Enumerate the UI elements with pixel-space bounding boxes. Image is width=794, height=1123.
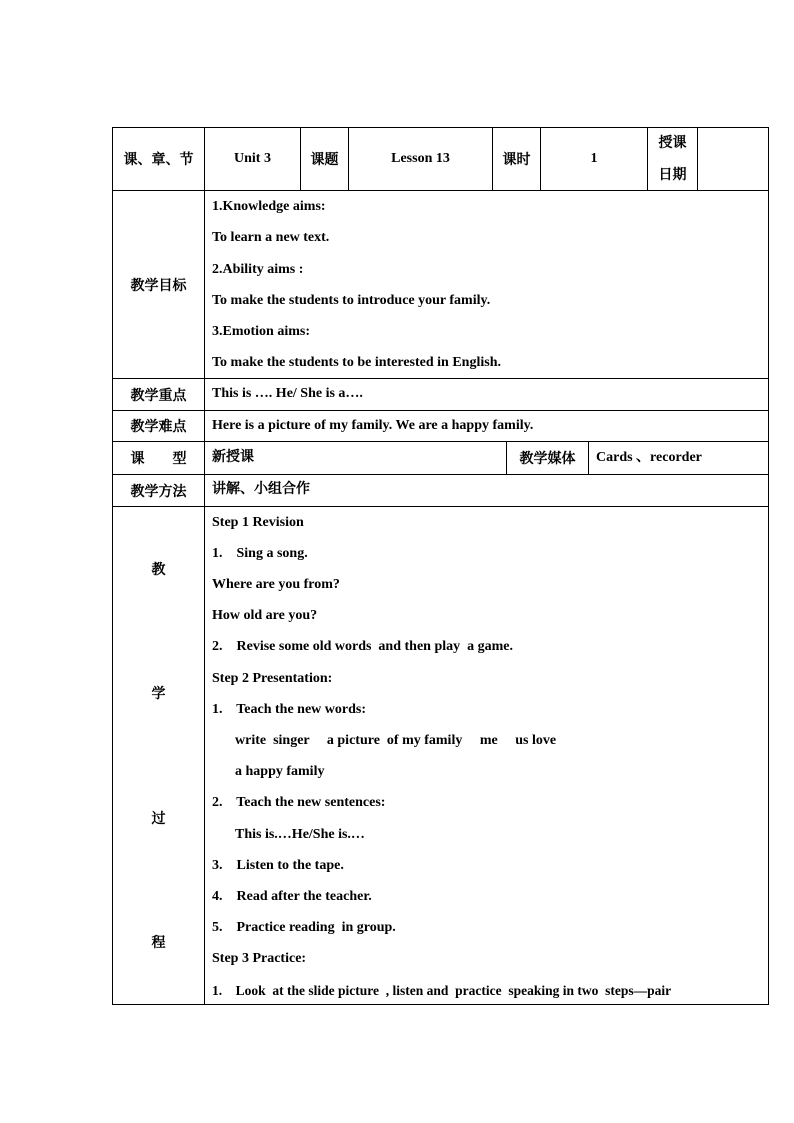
unit-value: Unit 3: [234, 151, 271, 166]
rule: [768, 127, 769, 1005]
process-line: 4. Read after the teacher.: [212, 889, 372, 904]
media-label: 教学媒体: [519, 452, 576, 467]
objective-line: To learn a new text.: [212, 230, 330, 245]
process-line: 1. Look at the slide picture , listen and practice speaking in two steps—pair: [212, 983, 672, 998]
media-value: Cards 、recorder: [596, 450, 702, 465]
rule: [588, 441, 589, 474]
rule: [112, 190, 769, 191]
chapter-label: 课、章、节: [123, 153, 194, 168]
process-line: a happy family: [235, 764, 325, 779]
process-line: 5. Practice reading in group.: [212, 920, 396, 935]
process-line: 2. Teach the new sentences:: [212, 795, 386, 810]
rule: [112, 378, 769, 379]
date-label-line2: 日期: [658, 168, 687, 183]
process-line: 1. Sing a song.: [212, 546, 308, 561]
lesson-value: Lesson 13: [391, 151, 450, 166]
objective-line: 1.Knowledge aims:: [212, 199, 326, 214]
period-label: 课时: [502, 153, 531, 168]
date-label-line1: 授课: [658, 136, 687, 151]
methods-value: 讲解、小组合作: [212, 482, 310, 497]
process-label-char: 程: [151, 936, 166, 951]
objectives-label: 教学目标: [130, 278, 187, 294]
process-line: Where are you from?: [212, 577, 340, 592]
process-line: 3. Listen to the tape.: [212, 858, 344, 873]
process-label-char: 教: [151, 563, 166, 578]
process-line: This is.…He/She is.…: [235, 827, 365, 842]
lesson-type-value: 新授课: [212, 450, 254, 465]
rule: [112, 1004, 769, 1005]
process-line: write singer a picture of my family me us love: [235, 733, 557, 748]
process-line: 2. Revise some old words and then play a game.: [212, 639, 514, 654]
process-label-char: 过: [151, 812, 166, 827]
objective-line: To make the students to introduce your family.: [212, 293, 491, 308]
rule: [112, 410, 769, 411]
difficulties-value: Here is a picture of my family. We are a happy family.: [212, 418, 534, 433]
key-points-label: 教学重点: [130, 388, 187, 404]
key-points-value: This is …. He/ She is a….: [212, 386, 363, 401]
process-label-char: 学: [151, 687, 166, 702]
lesson-type-label: 课 型: [130, 452, 187, 467]
methods-label: 教学方法: [130, 484, 187, 500]
rule: [112, 506, 769, 507]
topic-label: 课题: [310, 153, 339, 168]
rule: [112, 441, 769, 442]
objective-line: 2.Ability aims :: [212, 262, 304, 277]
rule: [204, 127, 205, 1005]
period-value: 1: [590, 151, 598, 166]
process-line: 1. Teach the new words:: [212, 702, 367, 717]
process-line: How old are you?: [212, 608, 318, 623]
date-value: [698, 128, 768, 190]
objective-line: To make the students to be interested in English.: [212, 355, 501, 370]
process-line: Step 2 Presentation:: [212, 671, 333, 686]
process-line: Step 1 Revision: [212, 515, 304, 530]
difficulties-label: 教学难点: [130, 420, 187, 435]
objective-line: 3.Emotion aims:: [212, 324, 310, 339]
process-line: Step 3 Practice:: [212, 951, 307, 966]
rule: [112, 474, 769, 475]
